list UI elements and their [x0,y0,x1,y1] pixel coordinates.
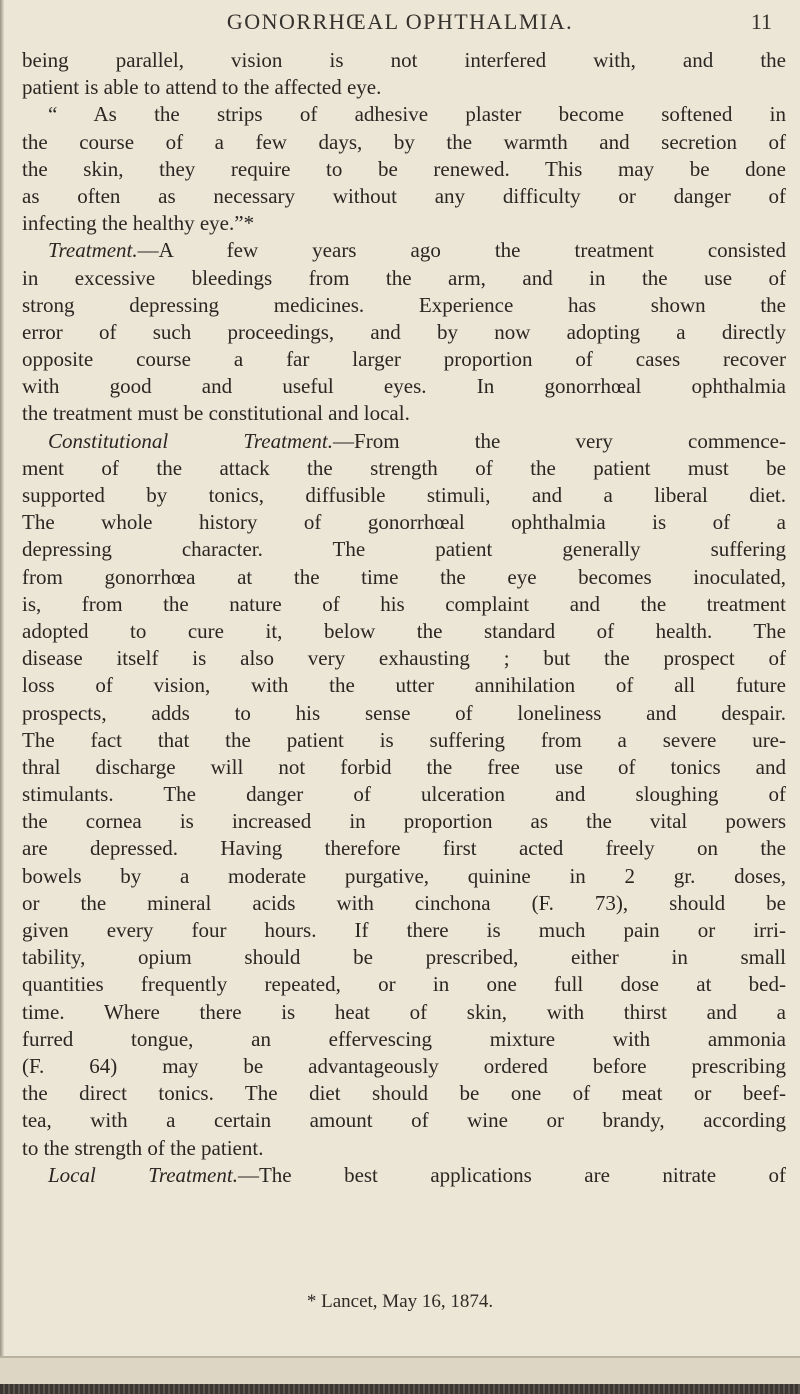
text-line [22,373,786,400]
text-line [22,1135,786,1162]
text-line [22,482,786,509]
text-line-content: given every four hours. If there is much pain or irri- [22,918,786,942]
text-line-content: —A few years ago the treatment consisted [137,238,786,263]
text-line [22,645,786,672]
body-text [22,47,786,1189]
page-header [0,2,800,42]
text-line-content: bowels by a moderate purgative, quinine in 2 gr. doses, [22,863,786,888]
text-line-content: quantities frequently repeated, or in one full dose at bed- [22,972,786,997]
text-line-content: —From the very commence- [333,428,786,453]
text-line [22,591,786,618]
text-line [22,319,786,346]
text-line-content: thral discharge will not forbid the free use of tonics and [22,754,786,779]
text-line [22,564,786,591]
text-line-content: furred tongue, an effervescing mixture with ammonia [22,1026,786,1051]
text-line-content: in excessive bleedings from the arm, and in the use of [22,265,786,290]
text-line-content: with good and useful eyes. In gonorrhœal ophthalmia [22,374,786,399]
text-line [22,917,786,944]
text-line [22,672,786,699]
text-line [22,999,786,1026]
text-line-content: error of such proceedings, and by now adopting a directly [22,319,786,344]
text-line-content: (F. 64) may be advantageously ordered before prescribing [22,1053,786,1078]
text-line-content: the cornea is increased in proportion as the vital powers [22,809,786,834]
text-line [22,1026,786,1053]
text-line [22,1080,786,1107]
text-line-content: are depressed. Having therefore first acted freely on the [22,836,786,861]
running-title: GONORRHŒAL OPHTHALMIA. [226,9,574,34]
text-line-content: loss of vision, with the utter annihilation of all future [22,673,786,698]
text-line-content: The fact that the patient is suffering from a severe ure- [22,727,786,752]
text-line [22,863,786,890]
text-line [22,455,786,482]
text-line-content: “ As the strips of adhesive plaster become softened in [48,102,786,127]
text-line [22,509,786,536]
text-line [22,183,786,210]
text-line [22,890,786,917]
text-line-content: strong depressing medicines. Experience has shown the [22,292,786,317]
text-line [22,428,786,455]
text-line [22,536,786,563]
text-line [22,47,786,74]
text-line [22,265,786,292]
text-line-content: disease itself is also very exhausting ; but the prospect of [22,646,786,671]
text-line-content: is, from the nature of his complaint and the treatment [22,591,786,616]
text-line-content: the course of a few days, by the warmth and secretion of [22,129,786,154]
text-line [22,618,786,645]
text-line-content: time. Where there is heat of skin, with thirst and a [22,999,786,1024]
text-line-content: or the mineral acids with cinchona (F. 73), should be [22,890,786,915]
text-line [22,346,786,373]
text-line-content: the direct tonics. The diet should be one of meat or beef- [22,1081,786,1106]
text-line-content: the skin, they require to be renewed. This may be done [22,156,786,181]
text-line-content: depressing character. The patient generally suffering [22,537,786,562]
text-line-content: from gonorrhœa at the time the eye becomes inoculated, [22,564,786,589]
text-line [22,971,786,998]
text-line-content: to the strength of the patient. [22,1135,264,1160]
text-line-content: opposite course a far larger proportion of cases recover [22,347,786,372]
text-line-content: tability, opium should be prescribed, either in small [22,945,786,970]
page-gutter-edge [0,0,4,1394]
text-line-content: tea, with a certain amount of wine or brandy, according [22,1108,786,1133]
text-line [22,74,786,101]
text-line [22,808,786,835]
text-line [22,101,786,128]
text-line [22,781,786,808]
text-line [22,237,786,264]
text-line [22,400,786,427]
text-line [22,754,786,781]
text-line-content: patient is able to attend to the affected eye. [22,75,382,100]
text-line [22,944,786,971]
text-line [22,292,786,319]
footnote: * Lancet, May 16, 1874. [306,1291,494,1312]
text-line-content: being parallel, vision is not interfered with, and the [22,48,786,72]
text-line [22,156,786,183]
text-line [22,1107,786,1134]
text-line-content: prospects, adds to his sense of loneliness and despair. [22,700,786,725]
text-line-content: adopted to cure it, below the standard of health. The [22,618,786,643]
page-bottom-edge [0,1356,800,1394]
page-number: 11 [750,9,772,34]
section-heading: Constitutional Treatment. [48,428,334,453]
text-line-content: as often as necessary without any difficulty or danger of [22,183,786,208]
text-line-content: The whole history of gonorrhœal ophthalmia is of a [22,510,786,535]
text-line [22,835,786,862]
text-line [22,129,786,156]
text-line-content: supported by tonics, diffusible stimuli, and a liberal diet. [22,483,786,507]
text-line [22,1162,786,1189]
text-line-content: stimulants. The danger of ulceration and sloughing of [22,782,786,807]
text-line [22,210,786,237]
section-heading: Local Treatment. [48,1162,238,1187]
text-line-content: —The best applications are nitrate of [237,1162,786,1187]
text-line [22,727,786,754]
text-line-content: the treatment must be constitutional and local. [22,401,410,426]
text-line [22,700,786,727]
text-line-content: ment of the attack the strength of the patient must be [22,455,786,480]
text-line [22,1053,786,1080]
text-line-content: infecting the healthy eye.”* [22,211,255,236]
section-heading: Treatment. [48,238,138,263]
